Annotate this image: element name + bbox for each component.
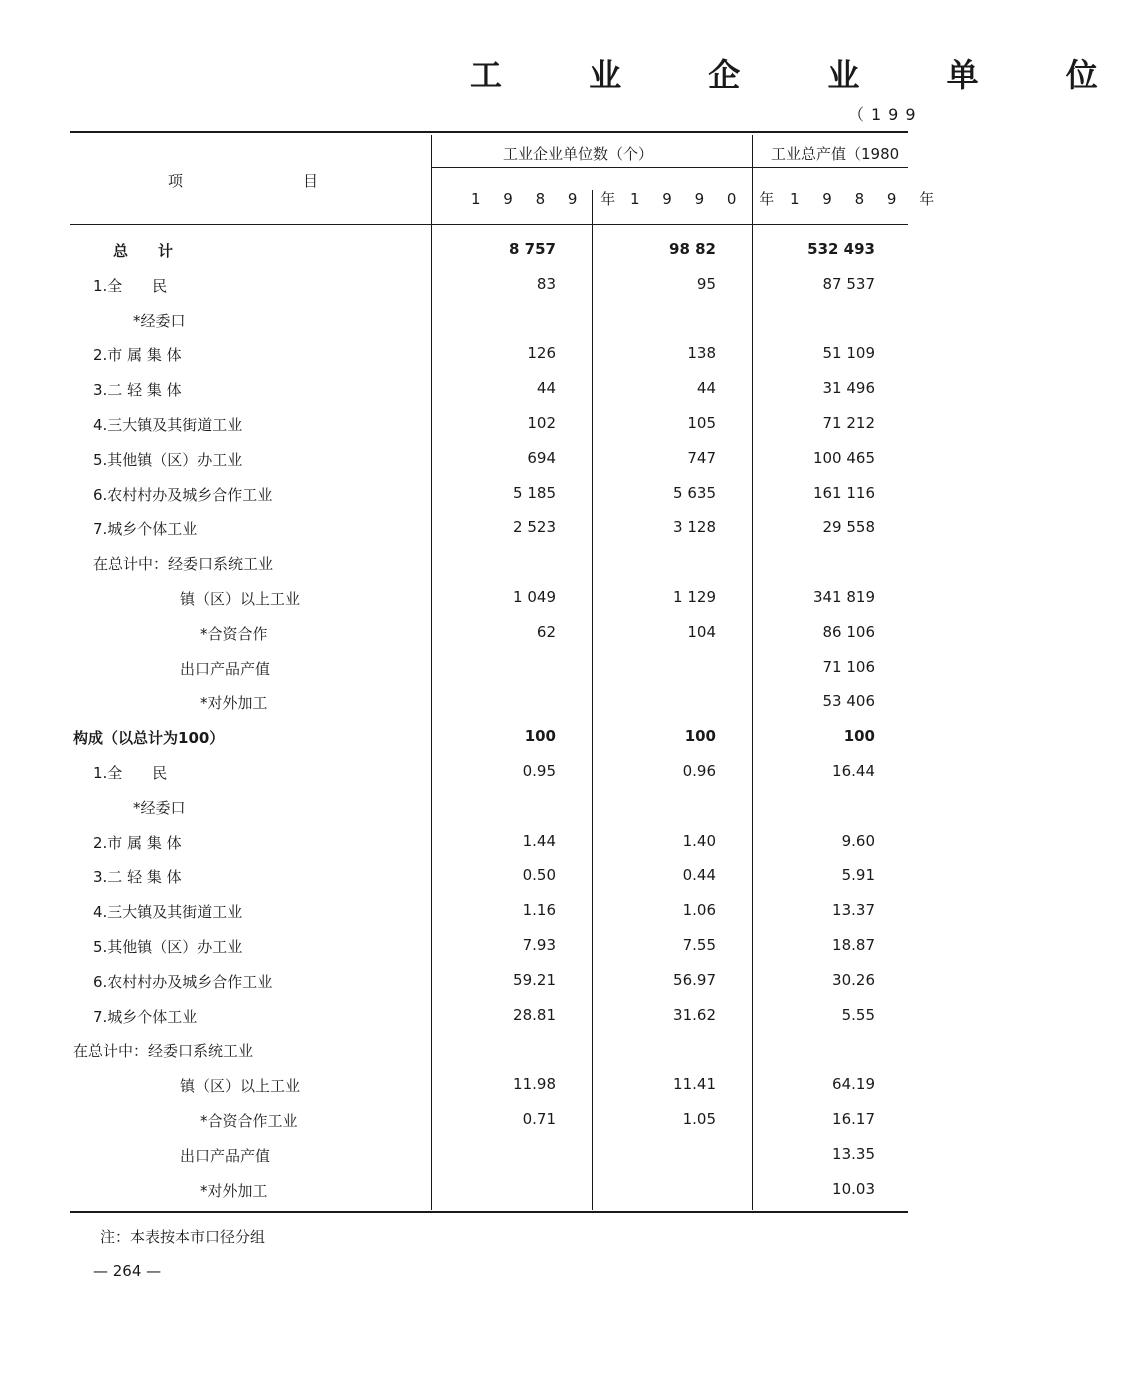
cell-units-1989: 1 049 — [513, 588, 556, 606]
row-label: 镇（区）以上工业 — [180, 1077, 301, 1096]
row-label: *对外加工 — [200, 694, 268, 713]
table-row — [0, 232, 1000, 267]
row-label: 7.城乡个体工业 — [93, 1007, 198, 1026]
cell-units-1990: 105 — [687, 414, 716, 432]
header-year-1990: 1 9 9 0 年 — [630, 190, 784, 208]
cell-units-1990: 747 — [687, 448, 716, 467]
row-label: 出口产品产值 — [180, 659, 271, 678]
cell-output-1989: 18.87 — [832, 936, 875, 954]
row-label: 镇（区）以上工业 — [180, 590, 301, 608]
table-row — [0, 719, 1000, 754]
header-item: 项 目 — [168, 172, 319, 190]
cell-units-1990: 95 — [696, 274, 716, 293]
row-label: *经委口 — [133, 798, 186, 817]
cell-units-1990: 0.96 — [682, 762, 716, 780]
cell-output-1989: 16.17 — [832, 1110, 875, 1128]
cell-units-1990: 98 82 — [669, 240, 716, 258]
cell-output-1989: 31 496 — [822, 379, 875, 398]
table-row — [0, 824, 1000, 859]
cell-output-1989: 9.60 — [841, 831, 875, 850]
cell-output-1989: 161 116 — [812, 483, 875, 502]
cell-units-1989: 126 — [527, 344, 556, 363]
table-row — [0, 1172, 1000, 1207]
cell-output-1989: 100 465 — [812, 448, 875, 467]
cell-output-1989: 13.37 — [832, 901, 875, 920]
row-label: 4.三大镇及其街道工业 — [93, 416, 243, 434]
table-row — [0, 510, 1000, 545]
cell-units-1989: 7.93 — [522, 936, 556, 954]
table-row — [0, 754, 1000, 789]
cell-output-1989: 10.03 — [832, 1179, 875, 1198]
cell-output-1989: 51 109 — [822, 344, 875, 363]
cell-units-1990: 1.05 — [682, 1110, 716, 1128]
table-row — [0, 998, 1000, 1033]
cell-units-1990: 7.55 — [682, 936, 716, 954]
cell-output-1989: 53 406 — [822, 692, 875, 711]
cell-units-1989: 2 523 — [513, 518, 556, 537]
row-label: 3.二 轻 集 体 — [93, 868, 182, 887]
cell-units-1989: 8 757 — [509, 240, 556, 258]
cell-units-1989: 0.71 — [522, 1110, 556, 1128]
row-label: 2.市 属 集 体 — [93, 833, 182, 852]
cell-units-1989: 59.21 — [513, 970, 556, 989]
row-label: 出口产品产值 — [180, 1146, 271, 1165]
row-label: 5.其他镇（区）办工业 — [93, 450, 243, 469]
cell-units-1990: 104 — [687, 622, 716, 641]
cell-output-1989: 71 212 — [822, 414, 875, 432]
table-row — [0, 1102, 1000, 1137]
header-year-1989: 1 9 8 9 年 — [471, 190, 625, 208]
cell-units-1989: 11.98 — [513, 1075, 556, 1094]
cell-output-1989: 13.35 — [832, 1144, 875, 1163]
table-row — [0, 684, 1000, 719]
cell-units-1989: 44 — [536, 379, 556, 398]
table-row — [0, 789, 1000, 824]
cell-units-1989: 0.95 — [522, 762, 556, 780]
cell-units-1989: 100 — [524, 727, 556, 746]
row-label: 1.全 民 — [93, 276, 168, 295]
cell-units-1990: 0.44 — [682, 866, 716, 885]
row-label: *经委口 — [133, 311, 186, 330]
cell-units-1990: 1.40 — [682, 831, 716, 850]
cell-units-1990: 3 128 — [673, 518, 716, 537]
row-label: 4.三大镇及其街道工业 — [93, 903, 243, 922]
table-row — [0, 928, 1000, 963]
table-row — [0, 1067, 1000, 1102]
table-row — [0, 371, 1000, 406]
table-row — [0, 580, 1000, 615]
table-top-rule — [70, 131, 908, 133]
cell-units-1990: 11.41 — [673, 1075, 716, 1094]
cell-output-1989: 64.19 — [832, 1075, 875, 1094]
row-label: 7.城乡个体工业 — [93, 520, 198, 539]
table-row — [0, 336, 1000, 371]
cell-units-1990: 1.06 — [682, 901, 716, 920]
cell-units-1989: 62 — [536, 622, 556, 641]
table-row — [0, 406, 1000, 441]
cell-units-1989: 694 — [527, 448, 556, 467]
cell-units-1989: 28.81 — [513, 1005, 556, 1024]
cell-output-1989: 87 537 — [822, 274, 875, 293]
row-label: 1.全 民 — [93, 764, 168, 782]
row-label: 6.农村村办及城乡合作工业 — [93, 972, 273, 991]
header-gross-output: 工业总产值（1980 — [771, 145, 900, 163]
table-row — [0, 1137, 1000, 1172]
row-label: 构成（以总计为100） — [73, 729, 225, 748]
cell-units-1989: 102 — [527, 414, 556, 432]
cell-units-1989: 1.16 — [522, 901, 556, 920]
row-label: 5.其他镇（区）办工业 — [93, 938, 243, 956]
cell-units-1989: 0.50 — [522, 866, 556, 885]
cell-output-1989: 532 493 — [807, 240, 875, 258]
cell-output-1989: 5.91 — [841, 866, 875, 885]
table-note: 注：本表按本市口径分组 — [100, 1228, 266, 1246]
page-title: 工 业 企 业 单 位 — [470, 56, 1136, 94]
header-mid-rule — [432, 167, 908, 168]
cell-output-1989: 100 — [843, 727, 875, 746]
cell-output-1989: 30.26 — [832, 970, 875, 989]
row-label: *对外加工 — [200, 1181, 268, 1200]
page-subtitle: （199 — [848, 105, 923, 124]
table-row — [0, 545, 1000, 580]
cell-output-1989: 29 558 — [822, 518, 875, 537]
cell-output-1989: 341 819 — [812, 588, 875, 606]
header-unit-count: 工业企业单位数（个） — [503, 145, 654, 163]
cell-output-1989: 86 106 — [822, 622, 875, 641]
cell-output-1989: 16.44 — [832, 762, 875, 780]
row-label: 3.二 轻 集 体 — [93, 381, 182, 400]
row-label: 2.市 属 集 体 — [93, 346, 182, 365]
table-row — [0, 858, 1000, 893]
table-row — [0, 441, 1000, 476]
cell-output-1989: 71 106 — [822, 657, 875, 676]
row-label: *合资合作 — [200, 624, 268, 643]
table-bottom-rule — [70, 1211, 908, 1213]
table-row — [0, 476, 1000, 511]
cell-output-1989: 5.55 — [841, 1005, 875, 1024]
table-row — [0, 650, 1000, 685]
table-row — [0, 615, 1000, 650]
table-row — [0, 963, 1000, 998]
table-row — [0, 302, 1000, 337]
page-number: — 264 — — [93, 1262, 162, 1280]
cell-units-1990: 5 635 — [673, 483, 716, 502]
row-label: 总 计 — [113, 242, 174, 260]
row-label: 在总计中：经委口系统工业 — [93, 555, 274, 574]
cell-units-1990: 56.97 — [673, 970, 716, 989]
cell-units-1990: 138 — [687, 344, 716, 363]
cell-units-1989: 1.44 — [522, 831, 556, 850]
cell-units-1990: 1 129 — [673, 588, 716, 606]
header-year-1989-output: 1 9 8 9 年 — [790, 190, 944, 208]
header-bottom-rule — [70, 224, 908, 225]
table-row — [0, 1032, 1000, 1067]
cell-units-1989: 5 185 — [513, 483, 556, 502]
cell-units-1990: 44 — [696, 379, 716, 398]
table-row — [0, 893, 1000, 928]
cell-units-1990: 31.62 — [673, 1005, 716, 1024]
row-label: 在总计中：经委口系统工业 — [73, 1042, 254, 1061]
row-label: *合资合作工业 — [200, 1112, 298, 1130]
cell-units-1989: 83 — [536, 274, 556, 293]
row-label: 6.农村村办及城乡合作工业 — [93, 485, 273, 504]
table-row — [0, 267, 1000, 302]
cell-units-1990: 100 — [684, 727, 716, 746]
